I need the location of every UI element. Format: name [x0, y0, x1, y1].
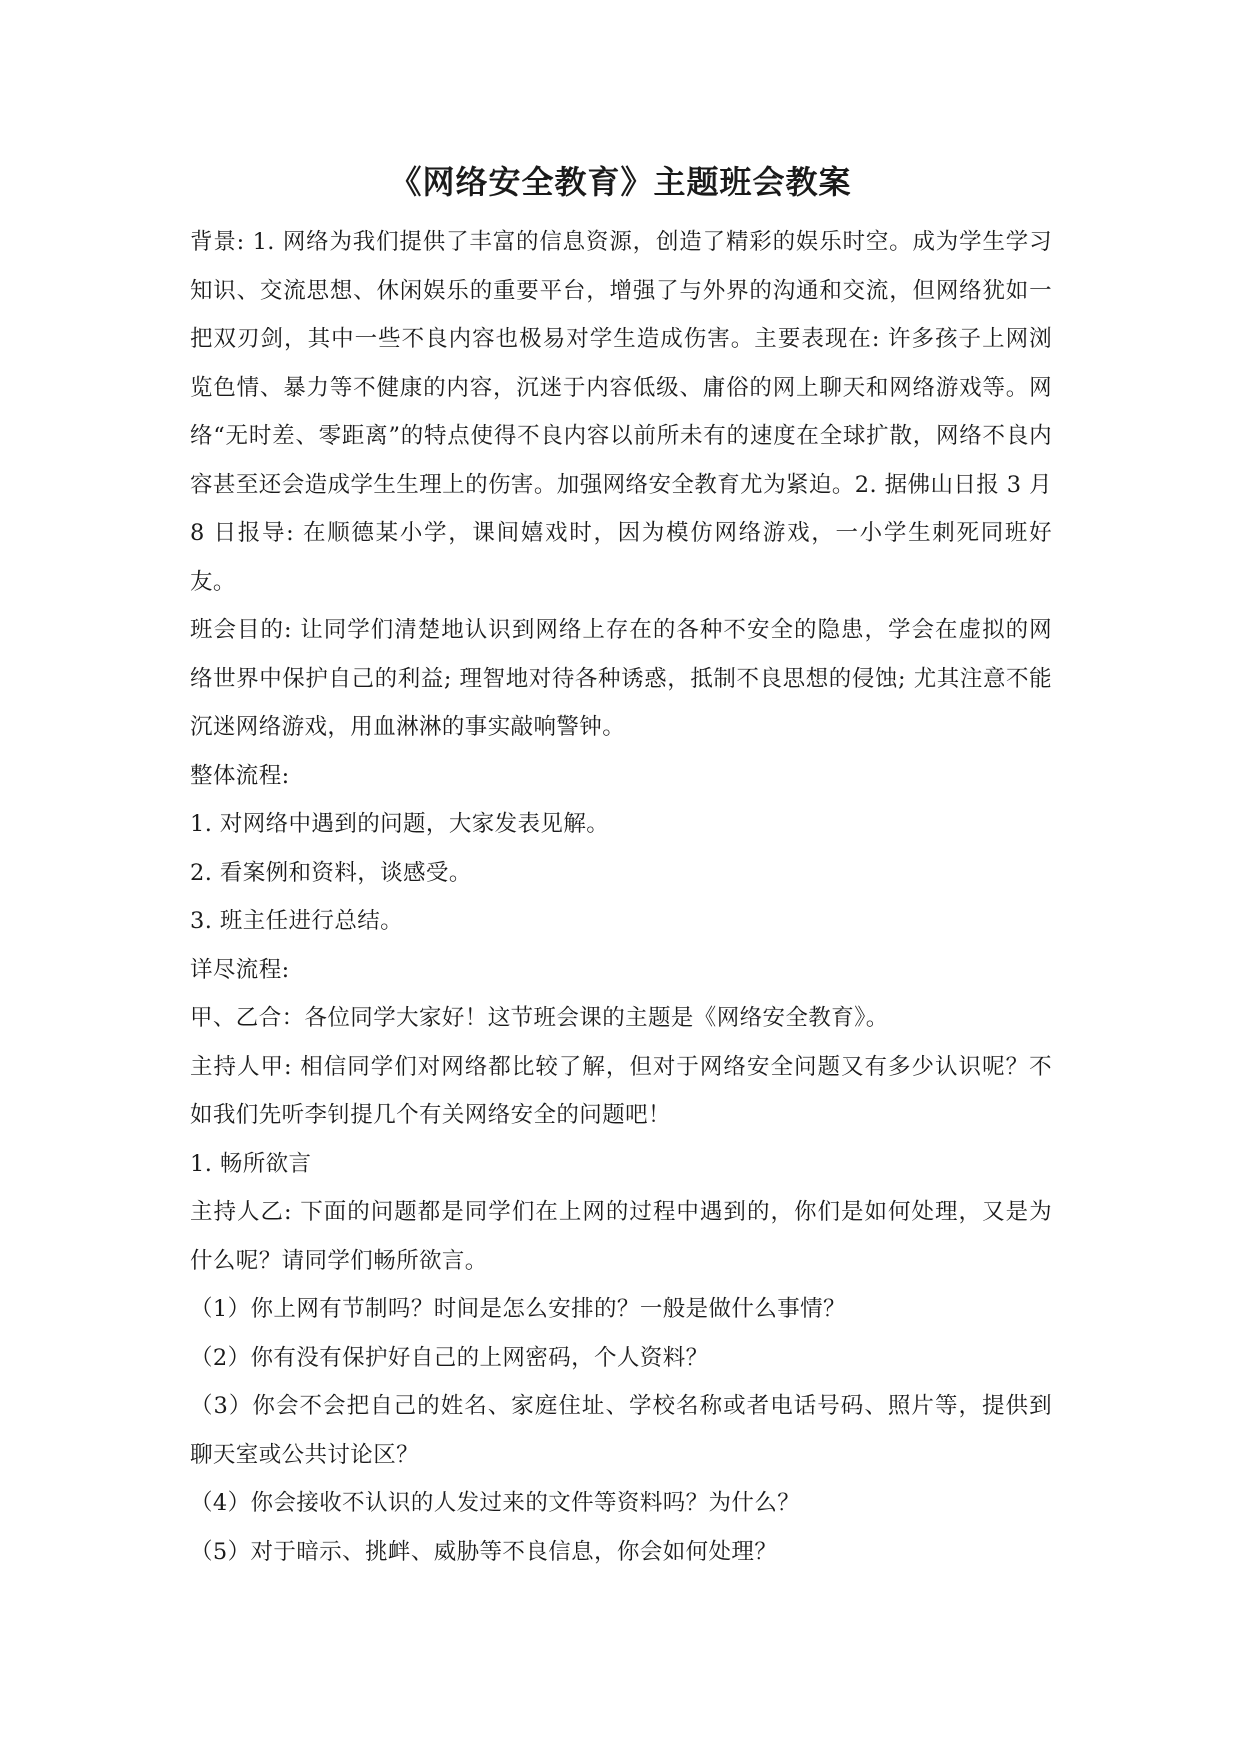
list-item-flow-2: 2. 看案例和资料，谈感受。: [190, 859, 472, 886]
list-item-flow-3: 3. 班主任进行总结。: [190, 908, 404, 934]
document-title: 《网络安全教育》主题班会教案: [389, 163, 852, 201]
paragraph-host-b: 主持人乙: 下面的问题都是同学们在上网的过程中遇到的，你们是如何处理，又是为什么呢？请同学们畅所欲言。: [190, 1199, 1052, 1274]
paragraph-host-greeting: 甲、乙合：各位同学大家好！这节班会课的主题是《网络安全教育》。: [190, 1005, 889, 1031]
question-5: （5）对于暗示、挑衅、威胁等不良信息，你会如何处理？: [190, 1538, 778, 1565]
question-3: （3）你会不会把自己的姓名、家庭住址、学校名称或者电话号码、照片等，提供到聊天室或公共讨论区？: [190, 1393, 1052, 1468]
heading-detailed-flow: 详尽流程:: [190, 956, 290, 983]
list-item-flow-1: 1. 对网络中遇到的问题，大家发表见解。: [190, 811, 610, 837]
document-body: [190, 218, 1052, 1576]
question-2: （2）你有没有保护好自己的上网密码，个人资料？: [190, 1344, 709, 1371]
question-4: （4）你会接收不认识的人发过来的文件等资料吗？为什么？: [190, 1490, 801, 1516]
heading-overall-flow: 整体流程:: [190, 762, 290, 789]
paragraph-meeting-goal: 班会目的: 让同学们清楚地认识到网络上存在的各种不安全的隐患，学会在虚拟的网络世界中保护自己的利益; 理智地对待各种诱惑，抵制不良思想的侵蚀; 尤其注意不能沉迷网络游戏，用血淋淋的事实敲响警钟。: [190, 617, 1052, 740]
question-1: （1）你上网有节制吗？时间是怎么安排的？一般是做什么事情？: [190, 1296, 846, 1322]
paragraph-host-a: 主持人甲: 相信同学们对网络都比较了解，但对于网络安全问题又有多少认识呢？不如我们先听李钊提几个有关网络安全的问题吧！: [190, 1053, 1052, 1128]
paragraph-background: 背景: 1. 网络为我们提供了丰富的信息资源，创造了精彩的娱乐时空。成为学生学习知识、交流思想、休闲娱乐的重要平台，增强了与外界的沟通和交流，但网络犹如一把双刃剑，其中一些不良内容也极易对学生造成伤害。主要表现在: 许多孩子上网浏览色情、暴力等不健康的内容，沉迷于内容低级、庸俗的网上聊天和网络游戏等。网络“无时差、零距离”的特点使得不良内容以前所未有的速度在全球扩散，网络不良内容甚至还会造成学生生理上的伤害。加强网络安全教育尤为紧迫。2. 据佛山日报 3 月 8 日报导: 在顺德某小学，课间嬉戏时，因为模仿网络游戏，一小学生刺死同班好友。: [190, 229, 1052, 595]
section-heading-speak-freely: 1. 畅所欲言: [190, 1150, 312, 1177]
